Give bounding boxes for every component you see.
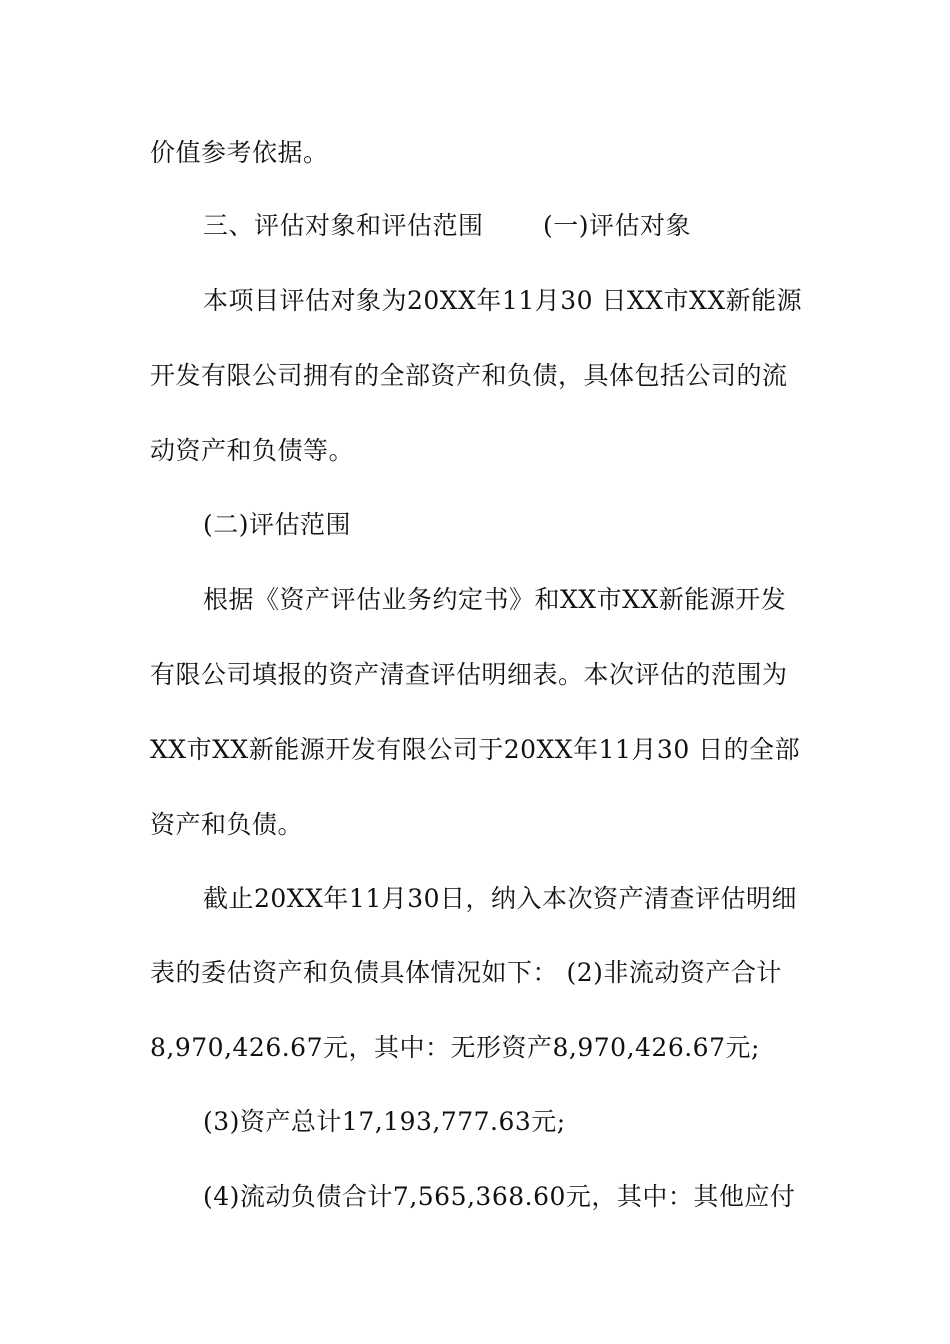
text-line-8: 有限公司填报的资产清查评估明细表。本次评估的范围为: [150, 660, 788, 689]
text-line-14: (3)资产总计17,193,777.63元;: [203, 1107, 566, 1136]
text-line-3: 本项目评估对象为20XX年11月30 日XX市XX新能源: [203, 286, 803, 315]
text-line-9: XX市XX新能源开发有限公司于20XX年11月30 日的全部: [150, 735, 801, 764]
text-line-12: 表的委估资产和负债具体情况如下： (2)非流动资产合计: [150, 958, 782, 987]
text-line-7: 根据《资产评估业务约定书》和XX市XX新能源开发: [203, 585, 787, 614]
text-line-13: 8,970,426.67元，其中：无形资产8,970,426.67元;: [150, 1033, 760, 1062]
section-heading-3: 三、评估对象和评估范围 (一)评估对象: [203, 211, 691, 240]
text-line-15: (4)流动负债合计7,565,368.60元，其中：其他应付: [203, 1182, 796, 1211]
text-line-5: 动资产和负债等。: [150, 436, 355, 465]
text-line-11: 截止20XX年11月30日，纳入本次资产清查评估明细: [203, 884, 798, 913]
text-line-4: 开发有限公司拥有的全部资产和负债，具体包括公司的流: [150, 361, 788, 390]
text-line-1: 价值参考依据。: [150, 138, 329, 167]
text-line-10: 资产和负债。: [150, 810, 304, 839]
subsection-heading-2: (二)评估范围: [203, 510, 352, 539]
